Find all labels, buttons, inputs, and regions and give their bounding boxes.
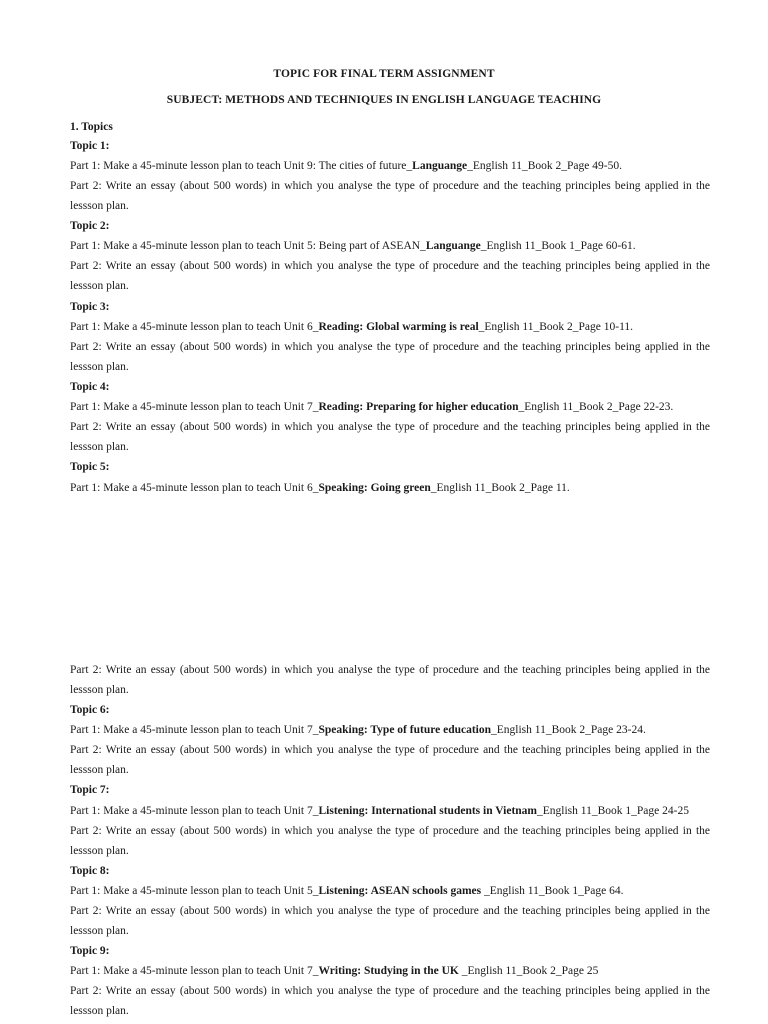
- part1-skill: Reading: Global warming is real: [318, 321, 479, 333]
- part1-source: _English 11_Book 2_Page 10-11.: [478, 321, 634, 333]
- topic-part2: Part 2: Write an essay (about 500 words) in which you analyse the type of procedure and the teaching principles being applied in the: [70, 180, 710, 192]
- part1-skill: Speaking: Type of future education: [318, 724, 492, 736]
- topic-part1: [70, 400, 710, 414]
- topic-part1: [70, 239, 710, 253]
- part1-skill: Languange: [425, 240, 481, 252]
- topic-part2: Part 2: Write an essay (about 500 words) in which you analyse the type of procedure and the teaching principles being applied in the: [70, 341, 710, 353]
- topic-part2: Part 2: Write an essay (about 500 words) in which you analyse the type of procedure and the teaching principles being applied in the: [70, 985, 710, 997]
- topic-part1: [70, 320, 710, 334]
- topic-part2: Part 2: Write an essay (about 500 words) in which you analyse the type of procedure and the teaching principles being applied in the: [70, 664, 710, 676]
- part1-text: Part 1: Make a 45-minute lesson plan to teach Unit 7_: [70, 724, 319, 736]
- topic-label: Topic 2:: [70, 220, 110, 232]
- part1-text: Part 1: Make a 45-minute lesson plan to teach Unit 6_: [70, 321, 319, 333]
- part1-text: Part 1: Make a 45-minute lesson plan to teach Unit 7_: [70, 401, 319, 413]
- part1-source: _English 11_Book 2_Page 11.: [430, 482, 570, 494]
- topic-part2: Part 2: Write an essay (about 500 words) in which you analyse the type of procedure and the teaching principles being applied in the: [70, 744, 710, 756]
- topic-label: Topic 1:: [70, 140, 110, 152]
- part1-source: _English 11_Book 1_Page 64.: [481, 885, 624, 897]
- topic-part2-end: lessson plan.: [70, 280, 129, 292]
- topic-part1: [70, 804, 710, 818]
- topic-part1: [70, 481, 710, 495]
- part1-skill: Reading: Preparing for higher education: [318, 401, 519, 413]
- topic-part2-end: lessson plan.: [70, 1005, 129, 1017]
- part1-text: Part 1: Make a 45-minute lesson plan to teach Unit 6_: [70, 482, 319, 494]
- topic-label: Topic 4:: [70, 381, 110, 393]
- part1-source: _English 11_Book 1_Page 60-61.: [480, 240, 636, 252]
- topic-part2-end: lessson plan.: [70, 684, 129, 696]
- topic-label: Topic 7:: [70, 784, 110, 796]
- topic-part2-end: lessson plan.: [70, 441, 129, 453]
- topic-part2-end: lessson plan.: [70, 361, 129, 373]
- section-heading: 1. Topics: [70, 121, 113, 133]
- topic-part1: [70, 723, 710, 737]
- topic-label: Topic 9:: [70, 945, 110, 957]
- document-subject: SUBJECT: METHODS AND TECHNIQUES IN ENGLISH LANGUAGE TEACHING: [166, 94, 602, 106]
- part1-text: Part 1: Make a 45-minute lesson plan to teach Unit 9: The cities of future_: [70, 160, 413, 172]
- topic-label: Topic 3:: [70, 301, 110, 313]
- part1-text: Part 1: Make a 45-minute lesson plan to teach Unit 5_: [70, 885, 319, 897]
- topic-part2-end: lessson plan.: [70, 200, 129, 212]
- part1-source: _English 11_Book 2_Page 25: [458, 965, 599, 977]
- topic-part2: Part 2: Write an essay (about 500 words) in which you analyse the type of procedure and the teaching principles being applied in the: [70, 905, 710, 917]
- topic-part2: Part 2: Write an essay (about 500 words) in which you analyse the type of procedure and the teaching principles being applied in the: [70, 421, 710, 433]
- topic-part1: [70, 884, 710, 898]
- topic-label: Topic 5:: [70, 461, 110, 473]
- topic-part2-end: lessson plan.: [70, 845, 129, 857]
- part1-skill: Listening: International students in Vietnam: [318, 805, 538, 817]
- topic-part2-end: lessson plan.: [70, 764, 129, 776]
- part1-source: _English 11_Book 2_Page 22-23.: [518, 401, 674, 413]
- part1-source: _English 11_Book 1_Page 24-25: [537, 805, 689, 817]
- part1-source: _English 11_Book 2_Page 23-24.: [491, 724, 646, 736]
- topic-part2: Part 2: Write an essay (about 500 words) in which you analyse the type of procedure and the teaching principles being applied in the: [70, 260, 710, 272]
- topic-part1: [70, 964, 710, 978]
- part1-text: Part 1: Make a 45-minute lesson plan to teach Unit 7_: [70, 965, 319, 977]
- part1-text: Part 1: Make a 45-minute lesson plan to teach Unit 5: Being part of ASEAN_: [70, 240, 426, 252]
- part1-skill: Speaking: Going green: [318, 482, 431, 494]
- topic-part1: [70, 159, 710, 173]
- part1-skill: Languange: [412, 160, 468, 172]
- topic-label: Topic 8:: [70, 865, 110, 877]
- part1-source: _English 11_Book 2_Page 49-50.: [467, 160, 622, 172]
- topic-label: Topic 6:: [70, 704, 110, 716]
- part1-skill: Listening: ASEAN schools games: [318, 885, 482, 897]
- topic-part2: Part 2: Write an essay (about 500 words) in which you analyse the type of procedure and the teaching principles being applied in the: [70, 825, 710, 837]
- document-title: TOPIC FOR FINAL TERM ASSIGNMENT: [273, 68, 495, 80]
- part1-skill: Writing: Studying in the UK: [318, 965, 459, 977]
- part1-text: Part 1: Make a 45-minute lesson plan to teach Unit 7_: [70, 805, 319, 817]
- topic-part2-end: lessson plan.: [70, 925, 129, 937]
